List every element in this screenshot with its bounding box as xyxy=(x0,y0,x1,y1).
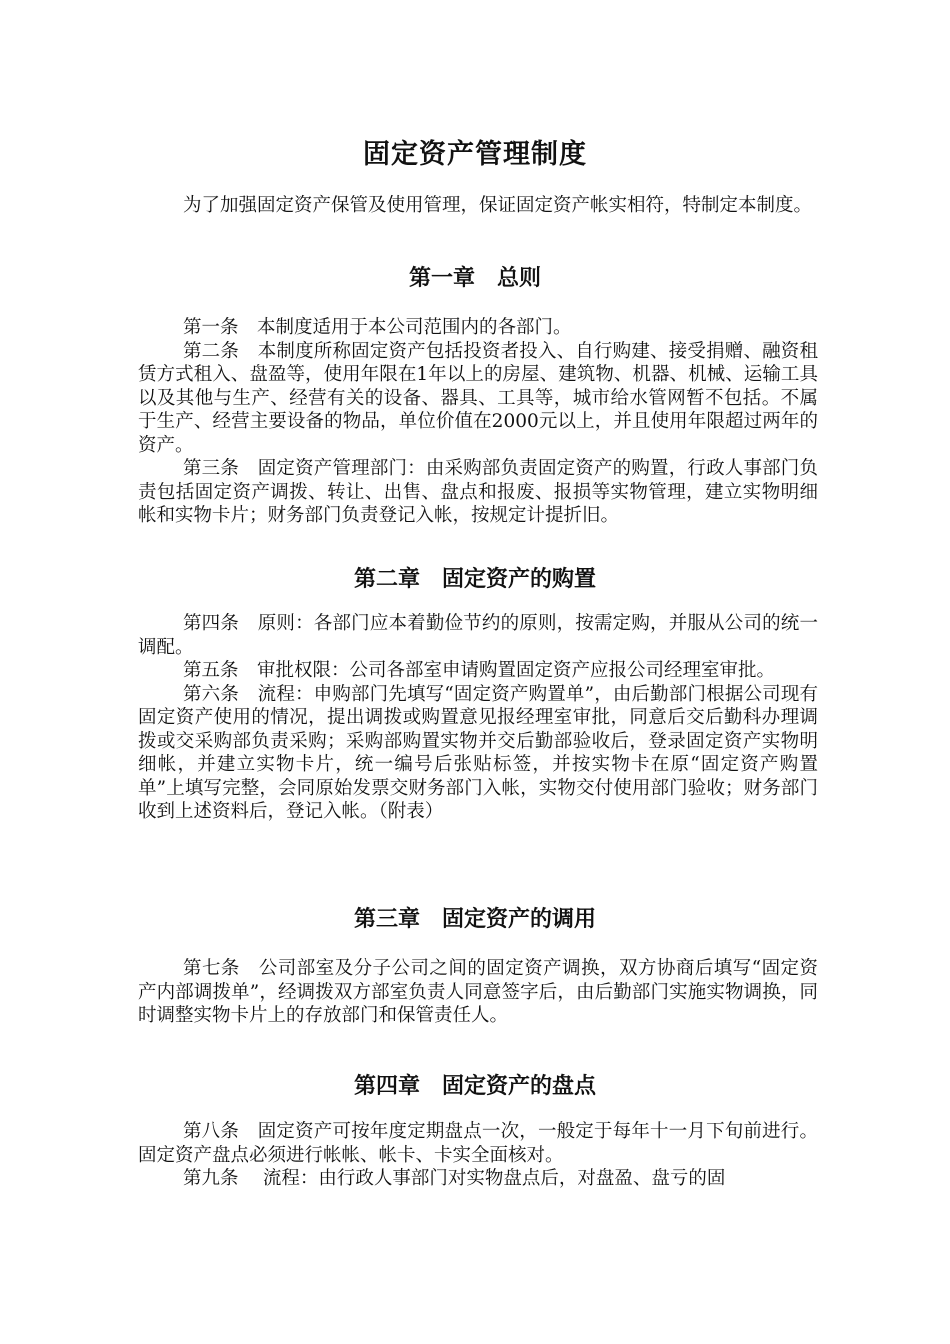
chapter-4-body xyxy=(138,1120,818,1191)
article-4: 第四条 原则：各部门应本着勤俭节约的原则，按需定购，并服从公司的统一调配。 xyxy=(138,613,818,658)
article-6: 第六条 流程：申购部门先填写“固定资产购置单”，由后勤部门根据公司现有固定资产使用的情况，提出调拨或购置意见报经理室审批，同意后交后勤科办理调拨或交采购部负责采购；采购部购置实物并交后勤部验收后，登录固定资产实物明细帐，并建立实物卡片，统一编号后张贴标签，并按实物卡在原“固定资产购置单”上填写完整，会同原始发票交财务部门入帐，实物交付使用部门验收；财务部门收到上述资料后，登记入帐。（附表） xyxy=(138,683,818,822)
article-5: 第五条 审批权限：公司各部室申请购置固定资产应报公司经理室审批。 xyxy=(183,660,776,681)
chapter-3-body xyxy=(138,957,818,1028)
article-2: 第二条 本制度所称固定资产包括投资者投入、自行购建、接受捐赠、融资租赁方式租入、盘盈等，使用年限在1年以上的房屋、建筑物、机器、机械、运输工具以及其他与生产、经营有关的设备、器具、工具等，城市给水管网暂不包括。不属于生产、经营主要设备的物品，单位价值在2000元以上，并且使用年限超过两年的资产。 xyxy=(138,340,818,456)
chapter-3-heading: 第三章 固定资产的调用 xyxy=(353,907,596,932)
document-title: 固定资产管理制度 xyxy=(363,139,587,170)
article-1: 第一条 本制度适用于本公司范围内的各部门。 xyxy=(183,317,572,338)
intro-paragraph: 为了加强固定资产保管及使用管理，保证固定资产帐实相符，特制定本制度。 xyxy=(183,195,813,216)
article-9: 第九条 流程：由行政人事部门对实物盘点后，对盘盈、盘亏的固 xyxy=(183,1168,726,1189)
article-7: 第七条 公司部室及分子公司之间的固定资产调换，双方协商后填写“固定资产内部调拨单”，经调拨双方部室负责人同意签字后，由后勤部门实施实物调换，同时调整实物卡片上的存放部门和保管责任人。 xyxy=(138,958,818,1026)
chapter-1-heading: 第一章 总则 xyxy=(408,266,541,291)
article-3: 第三条 固定资产管理部门：由采购部负责固定资产的购置，行政人事部门负责包括固定资产调拨、转让、出售、盘点和报废、报损等实物管理，建立实物明细帐和实物卡片；财务部门负责登记入帐，按规定计提折旧。 xyxy=(138,458,818,526)
chapter-1-body xyxy=(138,316,818,528)
chapter-2-heading: 第二章 固定资产的购置 xyxy=(353,567,596,592)
chapter-2-body xyxy=(138,612,818,824)
chapter-4-heading: 第四章 固定资产的盘点 xyxy=(353,1074,596,1099)
article-8: 第八条 固定资产可按年度定期盘点一次，一般定于每年十一月下旬前进行。固定资产盘点必须进行帐帐、帐卡、卡实全面核对。 xyxy=(138,1121,818,1166)
intro-block xyxy=(138,194,818,218)
